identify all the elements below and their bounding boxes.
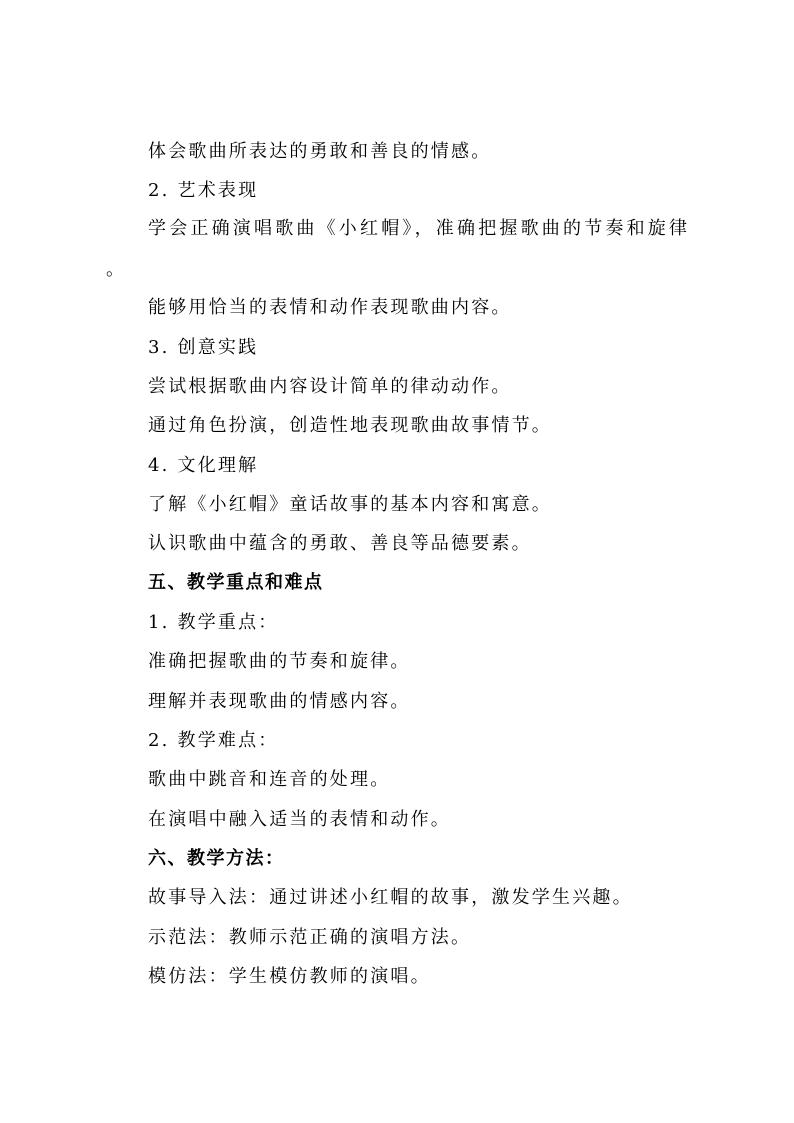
key-points-heading: 1. 教学重点： (148, 612, 279, 633)
section-art-expression-heading: 2. 艺术表现 (148, 180, 259, 201)
section-cultural-understanding-heading: 4. 文化理解 (148, 455, 259, 476)
art-expression-item-2: 能够用恰当的表情和动作表现歌曲内容。 (148, 297, 512, 318)
section-creative-practice-heading: 3. 创意实践 (148, 337, 259, 358)
art-expression-item-1: 学会正确演唱歌曲《小红帽》，准确把握歌曲的节奏和旋律 (148, 218, 691, 239)
difficulties-heading: 2. 教学难点： (148, 730, 279, 751)
method-item-1: 故事导入法：通过讲述小红帽的故事，激发学生兴趣。 (148, 887, 633, 908)
cultural-understanding-item-2: 认识歌曲中蕴含的勇敢、善良等品德要素。 (148, 533, 532, 554)
method-item-3: 模仿法：学生模仿教师的演唱。 (148, 966, 431, 987)
creative-practice-item-2: 通过角色扮演，创造性地表现歌曲故事情节。 (148, 415, 552, 436)
difficulty-item-1: 歌曲中跳音和连音的处理。 (148, 769, 391, 790)
method-item-2: 示范法：教师示范正确的演唱方法。 (148, 927, 472, 948)
cultural-understanding-item-1: 了解《小红帽》童话故事的基本内容和寓意。 (148, 494, 552, 515)
section-six-heading: 六、教学方法： (148, 848, 285, 869)
key-point-item-1: 准确把握歌曲的节奏和旋律。 (148, 651, 411, 672)
goal-emotion-text: 体会歌曲所表达的勇敢和善良的情感。 (148, 141, 492, 162)
section-five-heading: 五、教学重点和难点 (148, 572, 324, 593)
key-point-item-2: 理解并表现歌曲的情感内容。 (148, 691, 411, 712)
creative-practice-item-1: 尝试根据歌曲内容设计简单的律动动作。 (148, 376, 512, 397)
difficulty-item-2: 在演唱中融入适当的表情和动作。 (148, 809, 451, 830)
art-expression-item-1-wrap: 。 (106, 259, 124, 280)
